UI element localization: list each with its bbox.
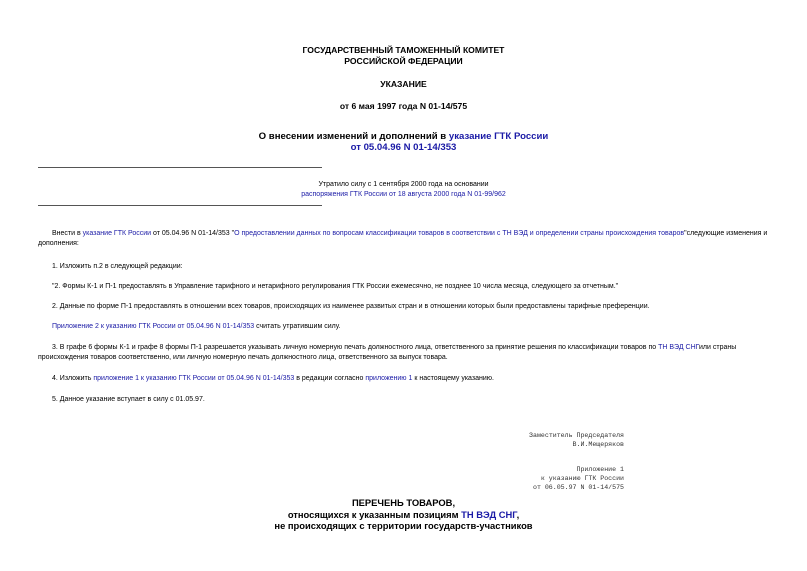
document-title — [0, 131, 807, 153]
divider-top — [38, 167, 322, 168]
title-line-1 — [0, 131, 807, 142]
link-appendix-1-ordinance[interactable]: приложение 1 к указанию ГТК России от 05.04.96 N 01-14/353 — [93, 375, 295, 382]
paragraph-intro — [38, 229, 769, 248]
paragraph-item-2: 2. Данные по форме П-1 предоставлять в отношении всех товаров, происходящих из наименее развитых стран и в отношении которых были предоставлены тарифные преференции. — [52, 303, 650, 310]
appendix-reference — [450, 466, 624, 492]
link-tn-ved[interactable]: ТН ВЭД СНГ — [658, 344, 700, 351]
appendix-title-prefix: относящихся к указанным позициям — [287, 508, 462, 520]
signature-block — [450, 432, 624, 450]
signature-position: Заместитель Председателя — [529, 432, 624, 439]
paragraph-item-4 — [38, 374, 769, 384]
title-link-ordinance[interactable]: указание ГТК России — [448, 131, 549, 142]
item-4-text-b: в редакции согласно — [294, 375, 366, 382]
issuer-line-2: РОССИЙСКОЙ ФЕДЕРАЦИИ — [344, 56, 463, 66]
appendix-title-link[interactable]: ТН ВЭД СНГ — [461, 508, 517, 520]
paragraph-item-5: 5. Данное указание вступает в силу с 01.05.97. — [52, 396, 205, 403]
appendix-ref-line-1: Приложение 1 — [576, 466, 624, 473]
appendix-title-line-3: не происходящих с территории государств-участников — [274, 520, 533, 531]
appendix-title-suffix: , — [516, 508, 520, 520]
intro-text-a: Внести в — [52, 230, 83, 237]
item-3-text-b: или страны происхождения товаров соответственно, или личную номерную печать должностного лица, ответственного за выпуск товара. — [38, 344, 737, 361]
intro-text-c: "следующие изменения и дополнения: — [38, 230, 768, 247]
paragraph-appendix-2 — [38, 322, 769, 332]
appendix-ref-line-2: к указанию ГТК России — [540, 474, 624, 482]
item-4-text-a: 4. Изложить — [52, 375, 94, 382]
appendix-title-line-1: ПЕРЕЧЕНЬ ТОВАРОВ, — [351, 497, 456, 508]
appendix-title-line-2 — [0, 509, 807, 521]
appendix-2-text: считать утратившим силу. — [254, 323, 341, 330]
paragraph-quote: "2. Формы К-1 и П-1 предоставлять в Управление тарифного и нетарифного регулирования ГТК России ежемесячно, не позднее 10 числа месяца, следующего за отчетным." — [52, 283, 619, 290]
validity-link[interactable]: распоряжения ГТК России от 18 августа 2000 года N 01-99/962 — [301, 191, 506, 198]
paragraph-item-1: 1. Изложить п.2 в следующей редакции: — [52, 263, 183, 270]
validity-line: Утратило силу с 1 сентября 2000 года на основании — [318, 181, 489, 188]
paragraph-item-3 — [38, 343, 769, 362]
validity-note — [0, 180, 807, 200]
issuer-line-1: ГОСУДАРСТВЕННЫЙ ТАМОЖЕННЫЙ КОМИТЕТ — [302, 45, 505, 55]
intro-text-b: от 05.04.96 N 01-14/353 " — [151, 230, 235, 237]
document-type: УКАЗАНИЕ — [380, 79, 427, 89]
link-appendix-2[interactable]: Приложение 2 к указанию ГТК России от 05.04.96 N 01-14/353 — [52, 323, 255, 330]
appendix-ref-line-3: от 06.05.97 N 01-14/575 — [532, 483, 624, 491]
divider-bottom — [38, 205, 322, 206]
signature-name: В.И.Мещеряков — [572, 440, 624, 448]
title-prefix: О внесении изменений и дополнений в — [258, 131, 449, 142]
link-ordinance[interactable]: указание ГТК России — [82, 230, 152, 237]
appendix-title — [0, 497, 807, 532]
link-ordinance-title[interactable]: О предоставлении данных по вопросам классификации товаров в соответствии с ТН ВЭД и определении страны происхождения товаров — [234, 230, 685, 237]
title-link-date[interactable]: от 05.04.96 N 01-14/353 — [350, 142, 457, 153]
issuer-name — [0, 45, 807, 67]
item-3-text-a: 3. В графе 6 формы К-1 и графе 8 формы П-1 разрешается указывать личную номерную печать должностного лица, ответственного за принятие решения по классификации товаров по — [52, 344, 659, 351]
item-4-text-c: к настоящему указанию. — [412, 375, 494, 382]
document-date: от 6 мая 1997 года N 01-14/575 — [339, 101, 468, 111]
link-appendix-1[interactable]: приложению 1 — [365, 375, 413, 382]
